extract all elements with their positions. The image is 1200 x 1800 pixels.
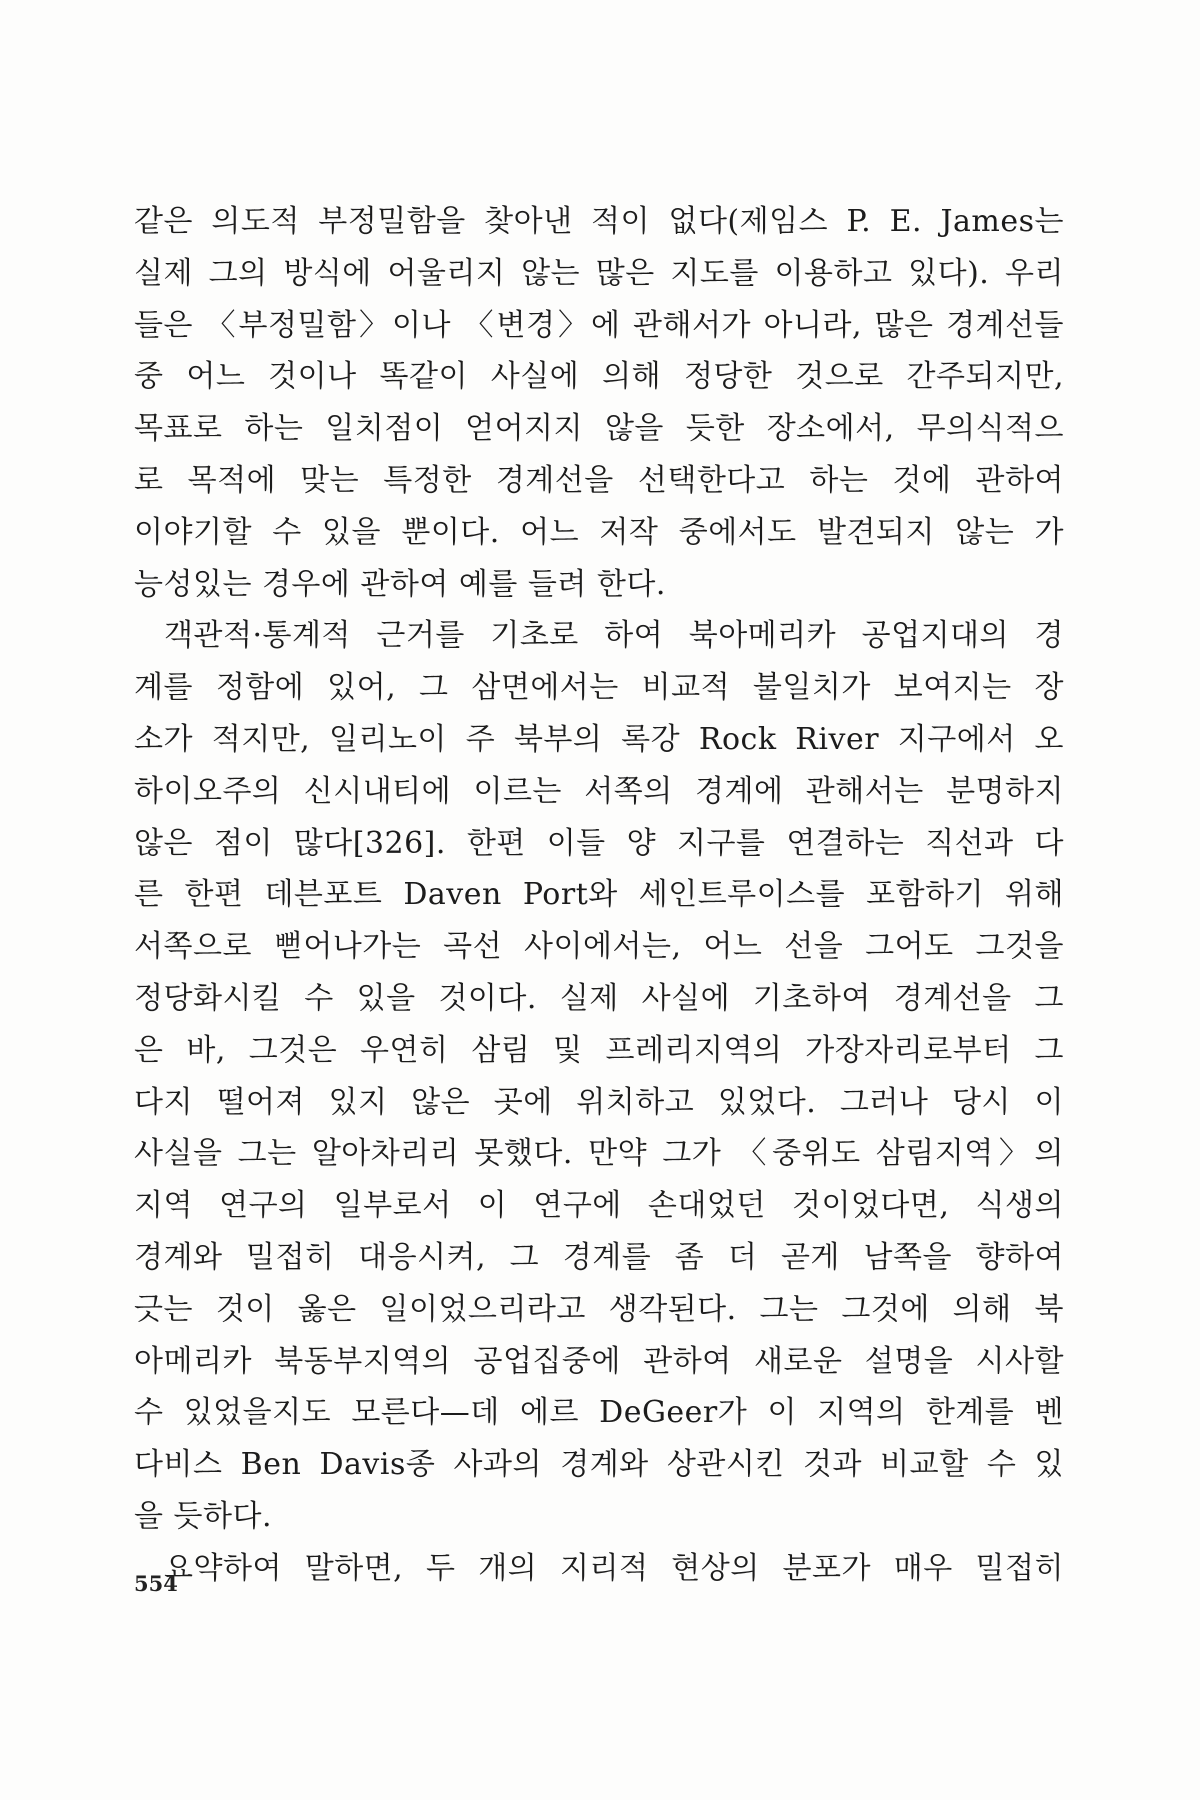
- text-line: 긋는 것이 옳은 일이었으리라고 생각된다. 그는 그것에 의해 북: [134, 1291, 1064, 1327]
- text-line: 지역 연구의 일부로서 이 연구에 손대었던 것이었다면, 식생의: [134, 1188, 1064, 1224]
- text-line: 이야기할 수 있을 뿐이다. 어느 저작 중에서도 발견되지 않는 가: [134, 514, 1064, 550]
- text-line: 소가 적지만, 일리노이 주 북부의 록강 Rock River 지구에서 오: [134, 721, 1064, 757]
- text-line: 하이오주의 신시내티에 이르는 서쪽의 경계에 관해서는 분명하지: [134, 773, 1064, 809]
- text-line: 사실을 그는 알아차리리 못했다. 만약 그가 〈중위도 삼림지역〉의: [134, 1136, 1064, 1172]
- text-line: 정당화시킬 수 있을 것이다. 실제 사실에 기초하여 경계선을 그: [134, 980, 1064, 1016]
- text-line: 객관적·통계적 근거를 기초로 하여 북아메리카 공업지대의 경: [164, 618, 1064, 654]
- text-line: 능성있는 경우에 관하여 예를 들려 한다.: [134, 566, 666, 602]
- page-number: 554: [134, 1571, 178, 1596]
- text-line: 계를 정함에 있어, 그 삼면에서는 비교적 불일치가 보여지는 장: [134, 670, 1064, 706]
- text-line: 요약하여 말하면, 두 개의 지리적 현상의 분포가 매우 밀접히: [164, 1550, 1064, 1586]
- text-line: 실제 그의 방식에 어울리지 않는 많은 지도를 이용하고 있다). 우리: [134, 255, 1064, 291]
- text-line: 로 목적에 맞는 특정한 경계선을 선택한다고 하는 것에 관하여: [134, 462, 1064, 498]
- text-line: 목표로 하는 일치점이 얻어지지 않을 듯한 장소에서, 무의식적으: [134, 411, 1064, 447]
- text-line: 수 있었을지도 모른다—데 에르 DeGeer가 이 지역의 한계를 벤: [134, 1395, 1064, 1431]
- text-line: 른 한편 데븐포트 Daven Port와 세인트루이스를 포함하기 위해: [134, 877, 1064, 913]
- text-line: 다지 떨어져 있지 않은 곳에 위치하고 있었다. 그러나 당시 이: [134, 1084, 1064, 1120]
- text-line: 다비스 Ben Davis종 사과의 경계와 상관시킨 것과 비교할 수 있: [134, 1447, 1064, 1483]
- text-line: 은 바, 그것은 우연히 삼림 및 프레리지역의 가장자리로부터 그: [134, 1032, 1064, 1068]
- text-line: 아메리카 북동부지역의 공업집중에 관하여 새로운 설명을 시사할: [134, 1343, 1064, 1379]
- text-line: 않은 점이 많다[326]. 한편 이들 양 지구를 연결하는 직선과 다: [134, 825, 1064, 861]
- text-line: 중 어느 것이나 똑같이 사실에 의해 정당한 것으로 간주되지만,: [134, 359, 1064, 395]
- text-line: 경계와 밀접히 대응시켜, 그 경계를 좀 더 곧게 남쪽을 향하여: [134, 1239, 1064, 1275]
- body-text: [134, 196, 1064, 1595]
- text-line: 서쪽으로 뻗어나가는 곡선 사이에서는, 어느 선을 그어도 그것을: [134, 929, 1064, 965]
- text-line: 같은 의도적 부정밀함을 찾아낸 적이 없다(제임스 P. E. James는: [134, 204, 1064, 239]
- text-line: 들은 〈부정밀함〉이나 〈변경〉에 관해서가 아니라, 많은 경계선들: [134, 307, 1064, 343]
- text-line: 을 듯하다.: [134, 1498, 272, 1534]
